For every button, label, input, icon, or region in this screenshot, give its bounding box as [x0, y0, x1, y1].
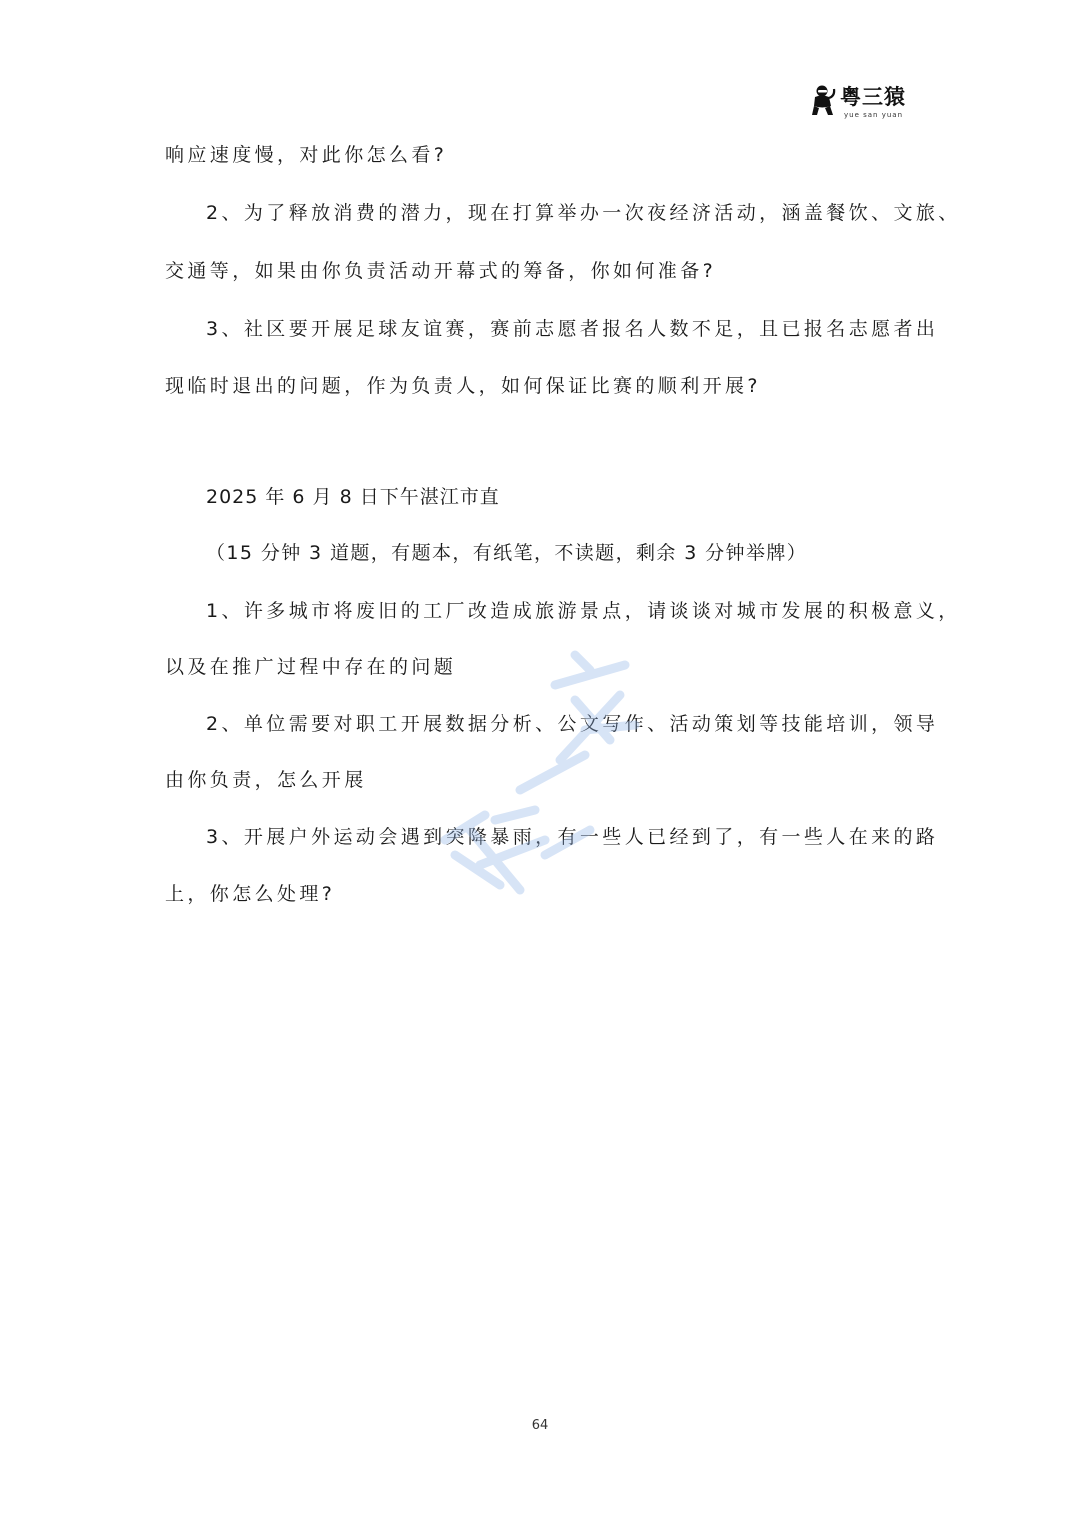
text-line: 以及在推广过程中存在的问题: [165, 656, 457, 678]
text-line: 上，你怎么处理?: [165, 883, 336, 905]
text-line: 现临时退出的问题，作为负责人，如何保证比赛的顺利开展?: [165, 375, 761, 397]
text-line: 响应速度慢，对此你怎么看?: [165, 144, 448, 166]
text-line: 1、许多城市将废旧的工厂改造成旅游景点，请谈谈对城市发展的积极意义，: [206, 600, 961, 622]
text-line: 交通等，如果由你负责活动开幕式的筹备，你如何准备?: [165, 260, 717, 282]
text-line: 3、开展户外运动会遇到突降暴雨，有一些人已经到了，有一些人在来的路: [206, 826, 939, 848]
text-line: 2、单位需要对职工开展数据分析、公文写作、活动策划等技能培训，领导: [206, 713, 939, 735]
brand-watermark-icon: [425, 640, 655, 900]
page-number: 64: [531, 1418, 549, 1433]
text-line: 2、为了释放消费的潜力，现在打算举办一次夜经济活动，涵盖餐饮、文旅、: [206, 202, 961, 224]
brand-subtitle: yue san yuan: [844, 111, 904, 119]
section-heading: 2025 年 6 月 8 日下午湛江市直: [206, 486, 500, 508]
monkey-mascot-icon: [810, 84, 836, 116]
text-line: 3、社区要开展足球友谊赛，赛前志愿者报名人数不足，且已报名志愿者出: [206, 318, 939, 340]
brand-logo: [810, 84, 910, 124]
text-line: 由你负责，怎么开展: [165, 769, 367, 791]
brand-name: 粤三猿: [840, 85, 906, 109]
section-note: （15 分钟 3 道题，有题本，有纸笔，不读题，剩余 3 分钟举牌）: [206, 542, 808, 564]
